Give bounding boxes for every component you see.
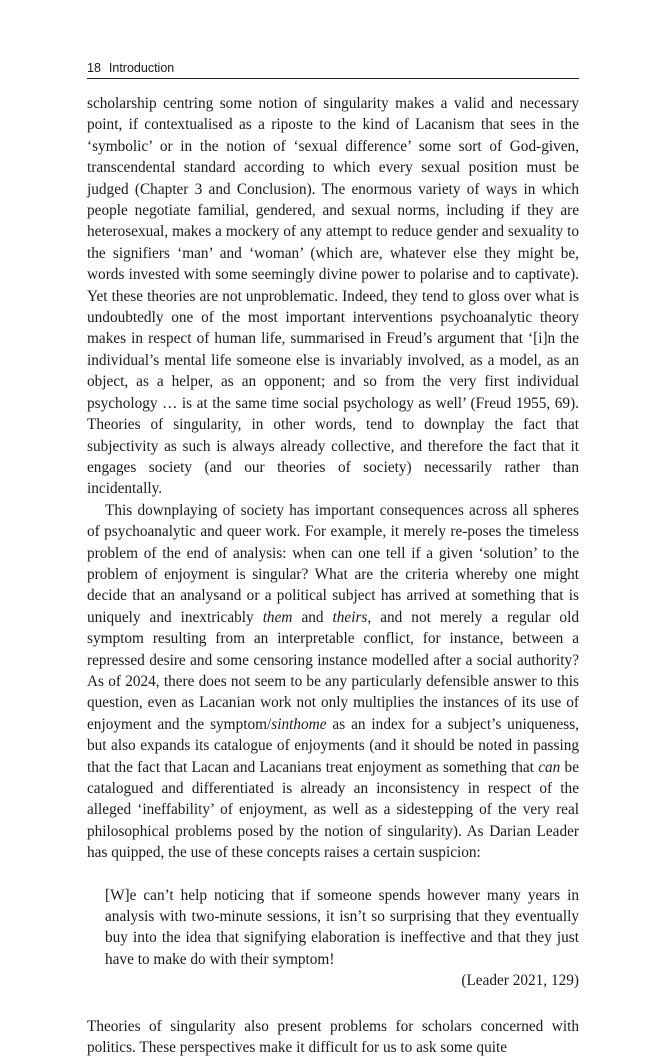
emphasis-sinthome: sinthome	[271, 715, 327, 733]
paragraph-2-text-a: This downplaying of society has important consequences across all spheres of psychoanalytic and queer work. For example, it merely re-poses the timeless problem of the end of analysis: when can one tell if a given ‘solution’ to the problem of enjoyment is singular? What are the criteria whereby one might decide that an analysand or a political subject has arrived at something that is uniquely and inextricably	[87, 501, 579, 626]
quote-citation: (Leader 2021, 129)	[461, 972, 579, 990]
paragraph-2	[87, 500, 579, 864]
paragraph-1: scholarship centring some notion of singularity makes a valid and necessary point, if contextualised as a riposte to the kind of Lacanism that sees in the ‘symbolic’ or in the notion of ‘sexual difference’ some sort of God-given, transcendental standard according to which every sexual position must be judged (Chapter 3 and Conclusion). The enormous variety of ways in which people negotiate familial, gendered, and sexual norms, including if they are heterosexual, makes a mockery of any attempt to reduce gender and sexuality to the signifiers ‘man’ and ‘woman’ (which are, whatever else they might be, words invested with some seemingly divine power to polarise and to captivate). Yet these theories are not unproblematic. Indeed, they tend to gloss over what is undoubtedly one of the most important interventions psychoanalytic theory makes in respect of human life, summarised in Freud’s argument that ‘[i]n the individual’s mental life someone else is invariably involved, as a model, as an object, as a helper, as an opponent; and so from the very first individual psychology … is at the same time social psychology as well’ (Freud 1955, 69). Theories of singularity, in other words, tend to downplay the fact that subjectivity as such is always already collective, and therefore the fact that it engages society (and our theories of society) necessarily rather than incidentally.	[87, 95, 579, 498]
emphasis-them: them	[262, 608, 293, 626]
paragraph-3: Theories of singularity also present problems for scholars concerned with politics. These perspectives make it difficult for us to ask some quite	[87, 1017, 579, 1057]
block-quote: [W]e can’t help noticing that if someone spends however many years in analysis with two-minute sessions, it isn’t so surprising that they eventually buy into the idea that signifying elaboration is ineffective and that they just have to make do with their symptom!	[105, 886, 579, 968]
emphasis-can: can	[538, 758, 561, 776]
paragraph-2-text-d: as an index for a subject’s uniqueness, but also expands its catalogue of enjoyments (and it should be noted in passing that the fact that Lacan and Lacanians treat enjoyment as something that	[87, 715, 579, 776]
paragraph-2-text-b: and	[292, 608, 333, 626]
emphasis-theirs: theirs	[332, 608, 368, 626]
page-body	[87, 93, 579, 1058]
paragraph-2-text-c: , and not merely a regular old symptom resulting from an interpretable conflict, for instance, between a repressed desire and some censoring instance modelled after a social authority? As of 2024, there does not seem to be any particularly defensible answer to this question, even as Lacanian work not only multiplies the instances of its use of enjoyment and the symptom/	[87, 608, 579, 733]
running-title: Introduction	[108, 61, 175, 75]
paragraph-2-text-e: be catalogued and differentiated is already an inconsistency in respect of the alleged ‘ineffability’ of enjoyment, as well as a sidestepping of the very real philosophical problems posed by the notion of singularity). As Darian Leader has quipped, the use of these concepts raises a certain suspicion:	[87, 758, 579, 862]
running-header	[87, 61, 579, 79]
page-number: 18	[87, 61, 101, 75]
